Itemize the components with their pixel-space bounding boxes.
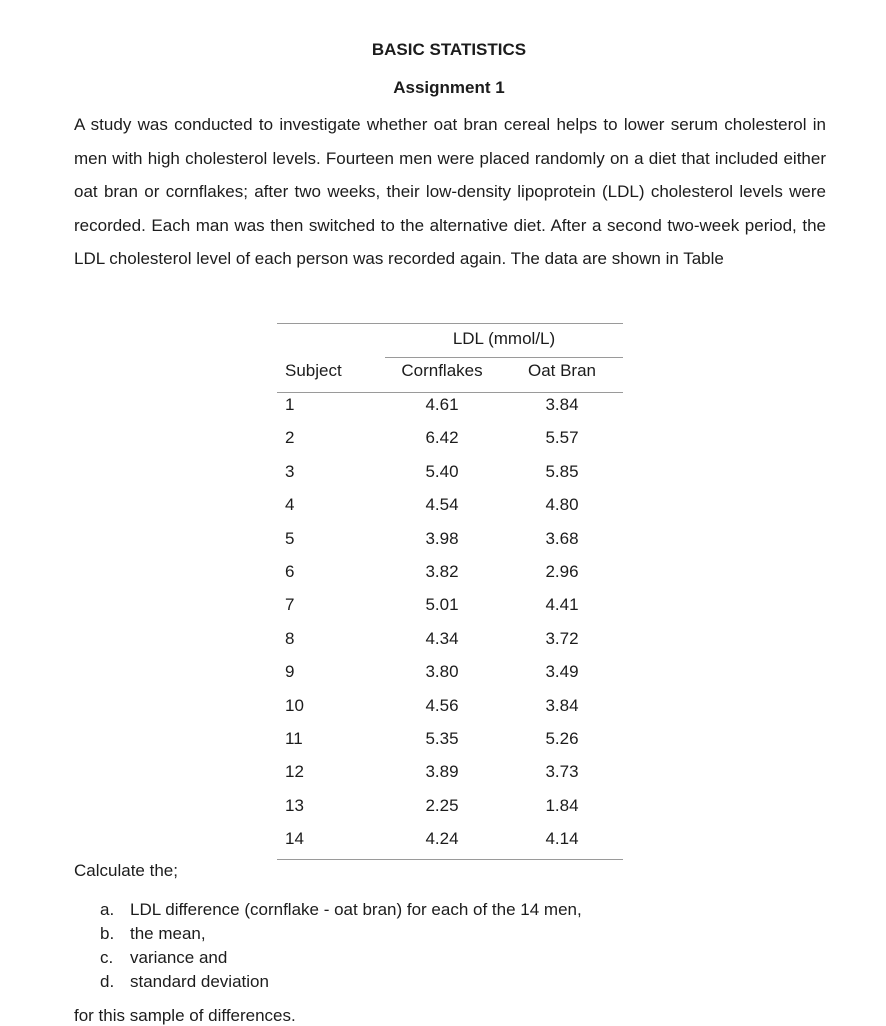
cell-subject: 3 [285,461,295,481]
cell-oat-bran: 3.84 [545,695,579,715]
cell-oat-bran: 3.68 [545,528,579,548]
cell-subject: 2 [285,428,295,448]
table-top-rule [277,323,623,324]
cell-cornflakes: 3.98 [425,528,459,548]
group-header-ldl: LDL (mmol/L) [452,329,556,348]
cell-subject: 7 [285,595,295,615]
page-title: BASIC STATISTICS [371,40,527,59]
task-item [100,898,582,922]
cell-subject: 8 [285,628,295,648]
task-text: the mean, [130,924,206,943]
cell-cornflakes: 4.56 [425,695,459,715]
column-header-oat-bran: Oat Bran [527,361,597,380]
cell-subject: 6 [285,562,295,581]
task-item [100,946,582,970]
cell-oat-bran: 5.26 [545,729,579,748]
cell-oat-bran: 3.73 [545,762,579,782]
cell-oat-bran: 4.80 [545,495,579,515]
task-text: variance and [130,948,228,967]
calculate-prompt: Calculate the; [74,861,178,880]
cell-oat-bran: 5.85 [545,461,579,481]
closing-text: for this sample of differences. [74,1006,296,1025]
task-text: LDL difference (cornflake - oat bran) for each of the 14 men, [130,900,582,919]
cell-subject: 1 [285,395,295,414]
cell-oat-bran: 3.49 [545,662,579,682]
cell-cornflakes: 4.34 [425,628,459,648]
task-marker: a. [100,900,115,919]
cell-subject: 13 [285,795,304,815]
cell-subject: 14 [285,829,304,849]
cell-oat-bran: 1.84 [545,795,579,815]
header-bottom-rule [277,392,623,393]
cell-cornflakes: 3.82 [425,562,459,581]
cell-cornflakes: 4.54 [425,495,459,515]
cell-oat-bran: 2.96 [545,562,579,581]
cell-oat-bran: 3.84 [545,395,579,414]
cell-cornflakes: 2.25 [425,795,459,815]
cell-subject: 5 [285,528,295,548]
table-bottom-rule [277,859,623,860]
cell-cornflakes: 4.24 [425,829,459,849]
cell-subject: 11 [285,729,303,748]
cell-subject: 10 [285,695,304,715]
cell-subject: 4 [285,495,295,515]
column-header-cornflakes: Cornflakes [401,361,483,380]
column-header-subject: Subject [285,361,342,380]
task-marker: c. [100,948,114,967]
intro-paragraph: A study was conducted to investigate whether oat bran cereal helps to lower serum cholesterol in men with high cholesterol levels. Fourteen men were placed randomly on a diet that included either oat bran or cornflakes; after two weeks, their low-density lipoprotein (LDL) cholesterol levels were recorded. Each man was then switched to the alternative diet. After a second two-week period, the LDL cholesterol level of each person was recorded again. The data are shown in Table [74,115,826,268]
task-text: standard deviation [130,972,269,991]
page-subtitle: Assignment 1 [393,78,505,97]
cell-subject: 9 [285,662,295,682]
task-marker: b. [100,924,115,943]
cell-cornflakes: 5.40 [425,461,459,481]
task-list [100,898,582,994]
cell-subject: 12 [285,762,304,782]
cell-oat-bran: 4.14 [545,829,579,849]
cell-oat-bran: 4.41 [545,595,579,615]
task-marker: d. [100,972,115,991]
cell-cornflakes: 3.89 [425,762,459,782]
task-item [100,922,582,946]
cell-cornflakes: 3.80 [425,662,459,682]
cell-oat-bran: 3.72 [545,628,579,648]
cell-cornflakes: 6.42 [425,428,459,448]
cell-cornflakes: 5.35 [425,729,459,748]
cell-oat-bran: 5.57 [545,428,579,448]
cell-cornflakes: 4.61 [425,395,459,414]
task-item [100,970,582,994]
group-header-rule [385,357,623,358]
cell-cornflakes: 5.01 [425,595,459,615]
